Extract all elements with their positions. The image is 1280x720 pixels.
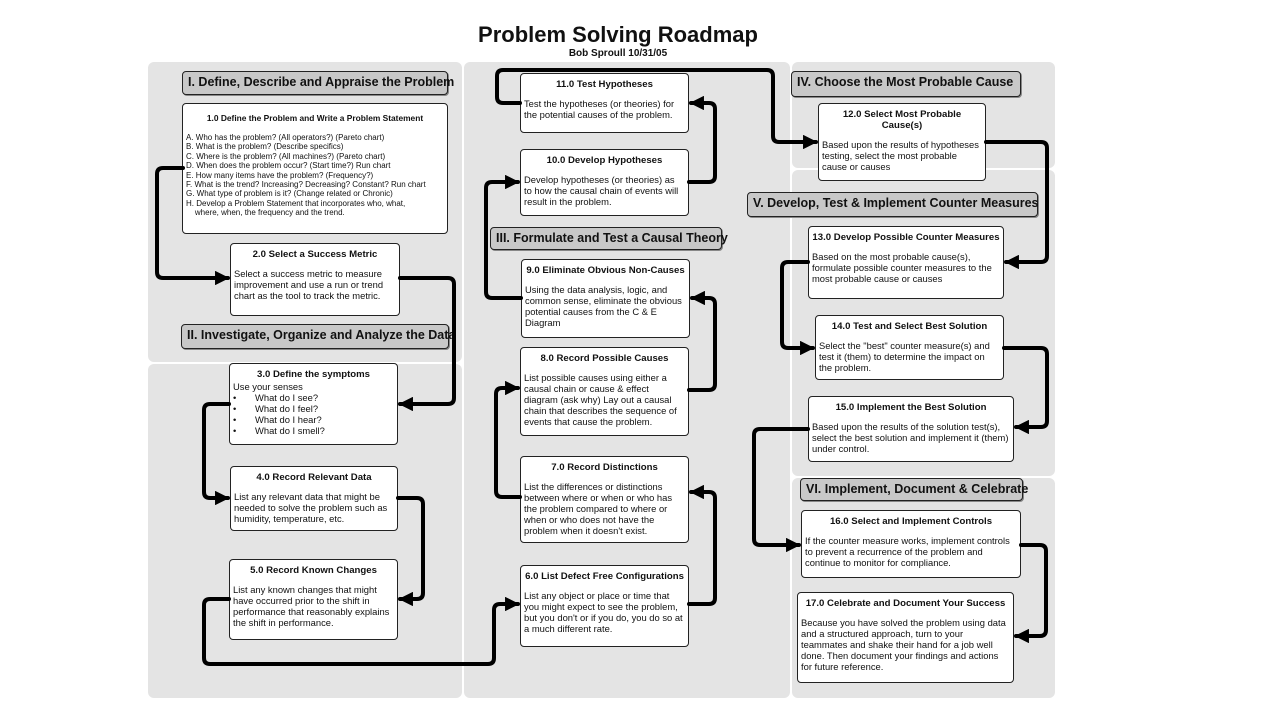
step-1-line-e: E. How many items have the problem? (Frequency?): [186, 170, 374, 180]
step-1-line-f: F. What is the trend? Increasing? Decreasing? Constant? Run chart: [186, 180, 426, 190]
step-2-title: 2.0 Select a Success Metric: [252, 249, 378, 260]
step-10-body: Develop hypotheses (or theories) as to how the causal chain of events will result in the problem.: [524, 174, 679, 207]
step-13-title: 13.0 Develop Possible Counter Measures: [812, 232, 1000, 243]
step-10-box: [520, 149, 689, 216]
step-16-title: 16.0 Select and Implement Controls: [829, 516, 993, 527]
step-5-box: [229, 559, 398, 640]
step-3-bullet: • What do I hear?: [233, 414, 394, 425]
section-header-2: II. Investigate, Organize and Analyze the Data: [181, 324, 449, 349]
step-13-body: Based on the most probable cause(s), formulate possible counter measures to the most probable cause or causes: [812, 251, 992, 284]
section-header-1: I. Define, Describe and Appraise the Problem: [182, 71, 448, 95]
step-4-title: 4.0 Record Relevant Data: [256, 472, 372, 483]
step-6-body: List any object or place or time that you might expect to see the problem, but you don't or if you do, you do so at a much different rate.: [524, 590, 683, 634]
step-7-box: [520, 456, 689, 543]
section-header-4: IV. Choose the Most Probable Cause: [791, 71, 1021, 97]
step-4-box: [230, 466, 398, 531]
step-1-line-h2: where, when, the frequency and the trend.: [186, 208, 345, 218]
step-12-title: 12.0 Select Most Probable Cause(s): [842, 109, 962, 131]
step-2-box: [230, 243, 400, 316]
step-15-body: Based upon the results of the solution test(s), select the best solution and implement it (them) under control.: [812, 421, 1009, 454]
step-7-body: List the differences or distinctions between where or when or who has the problem compared to where or when or who does not have the problem when it doesn't exist.: [524, 481, 673, 536]
section-header-6: VI. Implement, Document & Celebrate: [800, 478, 1023, 501]
step-3-title: 3.0 Define the symptoms: [256, 369, 371, 380]
step-1-line-g: G. What type of problem is it? (Change related or Chronic): [186, 189, 393, 199]
step-9-body: Using the data analysis, logic, and common sense, eliminate the obvious potential causes from the C & E Diagram: [525, 284, 682, 328]
step-4-body: List any relevant data that might be needed to solve the problem such as humidity, temperature, etc.: [234, 491, 388, 524]
step-9-title: 9.0 Eliminate Obvious Non-Causes: [526, 265, 685, 276]
section-header-3: III. Formulate and Test a Causal Theory: [490, 227, 722, 250]
step-3-bullet: • What do I smell?: [233, 425, 394, 436]
step-1-line-b: B. What is the problem? (Describe specifics): [186, 142, 344, 152]
step-5-title: 5.0 Record Known Changes: [250, 565, 377, 576]
step-1-line-h: H. Develop a Problem Statement that incorporates who, what,: [186, 198, 406, 208]
step-8-title: 8.0 Record Possible Causes: [540, 353, 669, 364]
step-1-line-c: C. Where is the problem? (All machines?) (Pareto chart): [186, 151, 386, 161]
step-17-box: [797, 592, 1014, 683]
step-10-title: 10.0 Develop Hypotheses: [546, 155, 663, 166]
step-5-body: List any known changes that might have occurred prior to the shift in performance that reasonably explains the shift in performance.: [233, 584, 390, 628]
step-9-box: [521, 259, 690, 338]
page-subtitle: Bob Sproull 10/31/05: [568, 48, 668, 59]
step-1-line-d: D. When does the problem occur? (Start time?) Run chart: [186, 161, 391, 171]
step-17-body: Because you have solved the problem using data and a structured approach, turn to your teammates and shake their hand for a job well done. Then document your findings and actions for future reference.: [801, 617, 1006, 672]
step-14-title: 14.0 Test and Select Best Solution: [831, 321, 988, 332]
step-14-box: [815, 315, 1004, 380]
step-14-body: Select the "best" counter measure(s) and test it (them) to determine the impact on the problem.: [819, 340, 990, 373]
step-12-body: Based upon the results of hypotheses testing, select the most probable cause or causes: [822, 139, 979, 172]
section-header-5: V. Develop, Test & Implement Counter Measures: [747, 192, 1038, 217]
step-8-box: [520, 347, 689, 436]
step-15-title: 15.0 Implement the Best Solution: [835, 402, 987, 413]
step-7-title: 7.0 Record Distinctions: [551, 462, 658, 473]
step-15-box: [808, 396, 1014, 462]
step-3-bullet: • What do I feel?: [233, 403, 394, 414]
step-8-body: List possible causes using either a causal chain or cause & effect diagram (ask why) Lay out a causal chain that describes the sequence of events that cause the problem.: [524, 372, 677, 427]
page-title: Problem Solving Roadmap: [478, 22, 758, 47]
step-13-box: [808, 226, 1004, 299]
step-1-title: 1.0 Define the Problem and Write a Problem Statement: [206, 113, 424, 123]
step-11-box: [520, 73, 689, 133]
step-1-box: [182, 103, 448, 234]
step-6-box: [520, 565, 689, 647]
step-3-box: [229, 363, 398, 445]
step-6-title: 6.0 List Defect Free Configurations: [525, 571, 684, 582]
step-11-body: Test the hypotheses (or theories) for the potential causes of the problem.: [524, 98, 675, 120]
step-2-body: Select a success metric to measure improvement and use a run or trend chart as the tool to track the metric.: [234, 268, 384, 301]
step-16-box: [801, 510, 1021, 578]
step-3-bullet: • What do I see?: [233, 392, 394, 403]
step-12-box: [818, 103, 986, 181]
step-1-line-a: A. Who has the problem? (All operators?) (Pareto chart): [186, 133, 385, 142]
step-3-bullets: [233, 392, 394, 436]
step-11-title: 11.0 Test Hypotheses: [556, 79, 653, 90]
step-17-title: 17.0 Celebrate and Document Your Success: [805, 598, 1006, 609]
step-16-body: If the counter measure works, implement controls to prevent a recurrence of the problem and continue to monitor for compliance.: [805, 535, 1010, 568]
step-3-body: Use your senses: [233, 381, 303, 392]
